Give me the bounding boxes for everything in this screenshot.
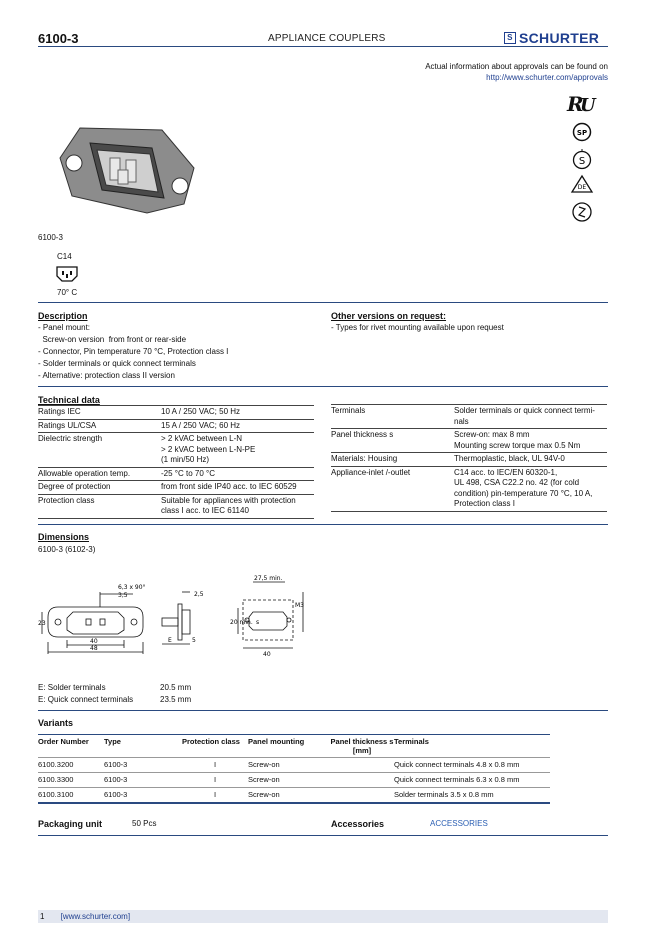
product-title: 6100-3	[38, 31, 79, 46]
description-item: - Connector, Pin temperature 70 °C, Protection class I	[38, 347, 229, 356]
dimensions-subtitle: 6100-3 (6102-3)	[38, 545, 96, 554]
tech-key: Degree of protection	[38, 481, 161, 495]
tech-key: Allowable operation temp.	[38, 467, 161, 481]
svg-text:U: U	[580, 95, 596, 114]
thickness-cell	[330, 788, 394, 804]
tech-value: C14 acc. to IEC/EN 60320-1, UL 498, CSA C22.2 no. 42 (for cold condition) pin-temperature 70 °C, 10 A, Protection class I	[454, 466, 607, 511]
tech-row	[38, 433, 314, 468]
tech-value: Thermoplastic, black, UL 94V-0	[454, 453, 607, 467]
tech-row	[331, 405, 607, 429]
brand-logo	[504, 30, 599, 46]
table-row[interactable]	[38, 788, 550, 804]
thickness-cell	[330, 773, 394, 788]
connector-type: C14	[57, 252, 72, 261]
csa-certification-icon	[565, 122, 599, 147]
tech-row	[331, 466, 607, 511]
approvals-text: Actual information about approvals can be found on	[425, 62, 608, 71]
header-divider	[38, 46, 608, 47]
other-versions-title: Other versions on request:	[331, 311, 447, 321]
tech-key: Dielectric strength	[38, 433, 161, 468]
brand-name: SCHURTER	[519, 30, 600, 46]
footer-link[interactable]: [www.schurter.com]	[60, 912, 131, 921]
description-item: - Solder terminals or quick connect terminals	[38, 359, 196, 368]
logo-icon: S	[504, 32, 516, 44]
tech-row	[38, 467, 314, 481]
dim-label: E	[168, 637, 172, 644]
protection-cell: I	[182, 788, 248, 804]
mounting-cell: Screw-on	[248, 758, 330, 773]
dim-label: M3	[295, 602, 304, 609]
tech-key: Protection class	[38, 494, 161, 518]
other-versions-section	[331, 311, 601, 334]
side-view	[162, 592, 190, 644]
technical-title: Technical data	[38, 395, 100, 405]
note-value: 20.5 mm	[160, 683, 192, 692]
dimension-drawing	[38, 572, 338, 677]
order-number: 6100.3100	[38, 788, 104, 804]
page-number: 1	[40, 912, 45, 921]
tech-value: > 2 kVAC between L-N > 2 kVAC between L-N-PE (1 min/50 Hz)	[161, 433, 314, 468]
tech-value: 10 A / 250 VAC; 50 Hz	[161, 406, 314, 419]
tech-row	[38, 481, 314, 495]
terminals-cell: Quick connect terminals 6.3 x 0.8 mm	[394, 773, 550, 788]
protection-cell: I	[182, 758, 248, 773]
approvals-link[interactable]: http://www.schurter.com/approvals	[486, 73, 608, 82]
accessories-label: Accessories	[331, 819, 385, 829]
other-versions-item: - Types for rivet mounting available upon request	[331, 323, 504, 332]
tech-row	[38, 494, 314, 518]
footer	[38, 910, 608, 923]
product-photo	[52, 108, 202, 228]
description-item: - Panel mount:	[38, 323, 91, 332]
photo-caption: 6100-3	[38, 233, 63, 242]
mounting-cell: Screw-on	[248, 773, 330, 788]
terminals-cell: Solder terminals 3.5 x 0.8 mm	[394, 788, 550, 804]
dim-label: 3,5	[118, 592, 128, 599]
type-cell: 6100-3	[104, 758, 182, 773]
ul-certification-icon	[565, 94, 599, 119]
tech-row	[38, 406, 314, 419]
note-value: 23.5 mm	[160, 695, 192, 704]
tech-key: Appliance-inlet /-outlet	[331, 466, 454, 511]
panel-cutout-view	[238, 582, 303, 648]
thickness-cell	[330, 758, 394, 773]
terminals-cell: Quick connect terminals 4.8 x 0.8 mm	[394, 758, 550, 773]
dim-label: 23	[38, 620, 46, 627]
dim-label: 2,5	[194, 591, 204, 598]
connector-temp: 70° C	[57, 288, 78, 297]
dim-label: 27,5 min.	[254, 575, 283, 582]
col-header: Type	[104, 735, 182, 758]
tech-value: Suitable for appliances with protection class I acc. to IEC 61140	[161, 494, 314, 518]
tech-row	[331, 429, 607, 453]
dimension-notes	[38, 682, 191, 706]
dimensions-title: Dimensions	[38, 532, 90, 542]
description-section	[38, 311, 308, 382]
tech-value: from front side IP40 acc. to IEC 60529	[161, 481, 314, 495]
dim-label: 20 min.	[230, 619, 253, 626]
divider-1	[38, 302, 608, 303]
sev-certification-icon	[565, 148, 599, 175]
note-key: E: Solder terminals	[38, 683, 106, 692]
tech-row	[38, 419, 314, 433]
description-title: Description	[38, 311, 88, 321]
tech-key: Ratings UL/CSA	[38, 419, 161, 433]
c14-icon	[54, 264, 80, 289]
protection-cell: I	[182, 773, 248, 788]
divider-5	[38, 835, 608, 836]
col-header: Panel thickness s [mm]	[330, 735, 394, 758]
packaging-value: 50 Pcs	[132, 819, 157, 828]
description-item: - Alternative: protection class II version	[38, 371, 175, 380]
col-header: Protection class	[182, 735, 248, 758]
tech-key: Panel thickness s	[331, 429, 454, 453]
col-header: Terminals	[394, 735, 550, 758]
technical-table-left	[38, 405, 314, 519]
accessories-link[interactable]: ACCESSORIES	[430, 819, 488, 828]
tech-value: 15 A / 250 VAC; 60 Hz	[161, 419, 314, 433]
tech-key: Terminals	[331, 405, 454, 429]
ccc-certification-icon	[565, 201, 599, 228]
type-cell: 6100-3	[104, 788, 182, 804]
dim-label: 6,3 x 90°	[118, 584, 146, 591]
dim-label: 5	[192, 637, 196, 644]
dim-label: 40	[263, 651, 271, 658]
tech-value: -25 °C to 70 °C	[161, 467, 314, 481]
variants-title: Variants	[38, 718, 74, 728]
packaging-label: Packaging unit	[38, 819, 103, 829]
approvals-info	[425, 61, 608, 83]
mounting-cell: Screw-on	[248, 788, 330, 804]
svg-text:DE: DE	[577, 184, 587, 191]
col-header: Order Number	[38, 735, 104, 758]
dim-label: s	[256, 619, 260, 626]
variants-table	[38, 734, 550, 804]
note-key: E: Quick connect terminals	[38, 695, 134, 704]
divider-3	[38, 524, 608, 525]
description-item: Screw-on version from front or rear-side	[38, 335, 187, 344]
tech-value: Screw-on: max 8 mm Mounting screw torque max 0.5 Nm	[454, 429, 607, 453]
vde-certification-icon	[565, 174, 599, 199]
tech-key: Materials: Housing	[331, 453, 454, 467]
dim-label: 40	[90, 638, 98, 645]
col-header: Panel mounting	[248, 735, 330, 758]
tech-key: Ratings IEC	[38, 406, 161, 419]
divider-2	[38, 386, 608, 387]
category-title: APPLIANCE COUPLERS	[268, 33, 386, 44]
tech-row	[331, 453, 607, 467]
svg-text:R: R	[567, 94, 584, 114]
svg-text:S: S	[578, 156, 586, 167]
order-number: 6100.3200	[38, 758, 104, 773]
table-row[interactable]	[38, 773, 550, 788]
table-row[interactable]	[38, 758, 550, 773]
tech-value: Solder terminals or quick connect termi- nals	[454, 405, 607, 429]
technical-table-right	[331, 404, 607, 512]
type-cell: 6100-3	[104, 773, 182, 788]
svg-text:SP: SP	[576, 129, 588, 137]
dim-label: 48	[90, 645, 98, 652]
divider-4	[38, 710, 608, 711]
variants-header-row	[38, 735, 550, 758]
order-number: 6100.3300	[38, 773, 104, 788]
